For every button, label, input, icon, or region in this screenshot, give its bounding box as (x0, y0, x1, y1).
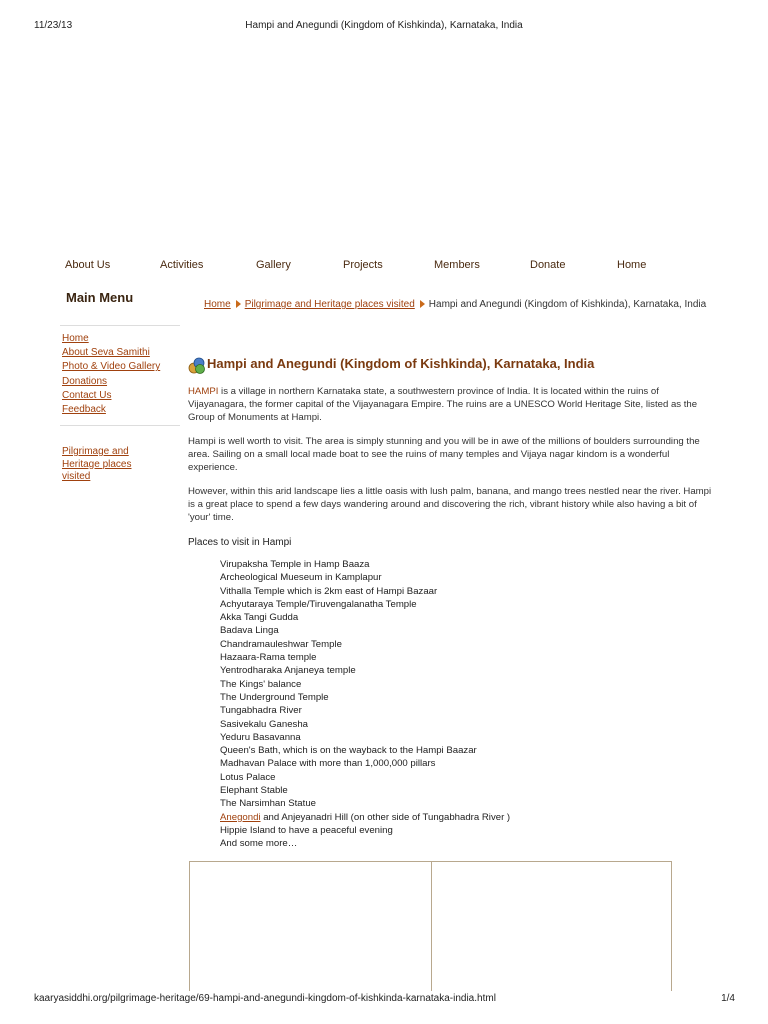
sidebar-link-gallery[interactable]: Photo & Video Gallery (62, 361, 161, 373)
nav-members[interactable]: Members (434, 259, 480, 271)
list-item: Chandramauleshwar Temple (220, 638, 342, 650)
paragraph-oasis: However, within this arid landscape lies a little oasis with lush palm, banana, and mango trees nestled near the river. Hampi is a great place to spend a few days wandering around and discovering the rich, vibrant history while also having a bit of 'your' time. (188, 486, 712, 523)
list-item: Akka Tangi Gudda (220, 612, 299, 624)
image-table-divider (431, 862, 432, 991)
places-heading: Places to visit in Hampi (188, 537, 292, 548)
breadcrumb (204, 298, 724, 312)
list-item: Lotus Palace (220, 771, 276, 783)
list-item: Madhavan Palace with more than 1,000,000 pillars (220, 758, 436, 770)
breadcrumb-current: Hampi and Anegundi (Kingdom of Kishkinda), Karnataka, India (428, 299, 707, 310)
list-item: Badava Linga (220, 625, 279, 637)
nav-donate[interactable]: Donate (530, 259, 566, 271)
list-item: Virupaksha Temple in Hamp Baaza (220, 559, 370, 570)
article-icon (188, 357, 206, 375)
print-title: Hampi and Anegundi (Kingdom of Kishkinda), Karnataka, India (245, 20, 523, 31)
sidebar-link-feedback[interactable]: Feedback (62, 404, 106, 416)
top-navigation (0, 259, 768, 273)
list-item: Elephant Stable (220, 785, 288, 797)
nav-gallery[interactable]: Gallery (256, 259, 291, 271)
list-item: The Kings' balance (220, 678, 302, 690)
nav-about-us[interactable]: About Us (65, 259, 111, 271)
hampi-highlight: HAMPI (188, 386, 219, 397)
breadcrumb-section[interactable]: Pilgrimage and Heritage places visited (244, 299, 415, 310)
paragraph-visit: Hampi is well worth to visit. The area is simply stunning and you will be in awe of the millions of boulders surrounding the area. Sailing on a small local made boat to see the ruins of many temples and Vijaya nagar kindom is a wonderful experience. (188, 436, 700, 473)
paragraph-intro (188, 386, 718, 424)
article-title: Hampi and Anegundi (Kingdom of Kishkinda), Karnataka, India (207, 356, 595, 371)
sidebar-link-home[interactable]: Home (62, 333, 89, 344)
main-menu-heading: Main Menu (66, 290, 134, 305)
paragraph-intro-text: is a village in northern Karnataka state, a southwestern province of India. It is located within the ruins of Vijayanagara, the former capital of the Vijayanagara Empire. The ruins are a UNESCO World Heritage Site, listed as the Group of Monuments at Hampi. (188, 386, 698, 423)
anegondi-text: and Anjeyanadri Hill (on other side of Tungabhadra River ) (260, 811, 511, 823)
anegondi-link[interactable]: Anegondi (220, 811, 261, 823)
page-number: 1/4 (721, 993, 735, 1004)
list-item: Archeological Mueseum in Kamplapur (220, 572, 382, 584)
sidebar-divider (60, 325, 180, 326)
sidebar-link-donations[interactable]: Donations (62, 375, 108, 387)
list-item: Yeduru Basavanna (220, 731, 301, 743)
list-item: Achyutaraya Temple/Tiruvengalanatha Temple (220, 598, 417, 610)
nav-activities[interactable]: Activities (160, 259, 204, 271)
list-item: The Narsimhan Statue (220, 798, 316, 810)
sidebar-link-contact[interactable]: Contact Us (62, 389, 112, 401)
list-item: Sasivekalu Ganesha (220, 718, 308, 730)
list-item (220, 811, 510, 824)
list-item: Vithalla Temple which is 2km east of Hampi Bazaar (220, 585, 438, 597)
list-item: Tungabhadra River (220, 705, 302, 717)
breadcrumb-arrow-icon (236, 300, 241, 308)
breadcrumb-arrow-icon (420, 300, 425, 308)
nav-projects[interactable]: Projects (343, 259, 383, 271)
list-item: Hippie Island to have a peaceful evening (220, 824, 393, 836)
print-url: kaaryasiddhi.org/pilgrimage-heritage/69-hampi-and-anegundi-kingdom-of-kishkinda-karnataka-india.html (34, 993, 496, 1004)
places-list (220, 558, 510, 851)
breadcrumb-home[interactable]: Home (204, 299, 231, 310)
sidebar-pilgrimage (62, 446, 152, 484)
list-item: Hazaara-Rama temple (220, 652, 317, 664)
nav-home[interactable]: Home (617, 259, 647, 271)
sidebar-link-pilgrimage[interactable]: Pilgrimage and Heritage places visited (62, 446, 132, 483)
image-table (189, 861, 672, 991)
sidebar-divider (60, 425, 180, 426)
list-item: Yentrodharaka Anjaneya temple (220, 665, 356, 677)
sidebar-menu (62, 332, 160, 417)
sidebar-link-about[interactable]: About Seva Samithi (62, 347, 150, 359)
print-date: 11/23/13 (34, 20, 73, 31)
list-item: And some more… (220, 838, 298, 850)
list-item: Queen's Bath, which is on the wayback to the Hampi Baazar (220, 745, 477, 757)
list-item: The Underground Temple (220, 691, 329, 703)
